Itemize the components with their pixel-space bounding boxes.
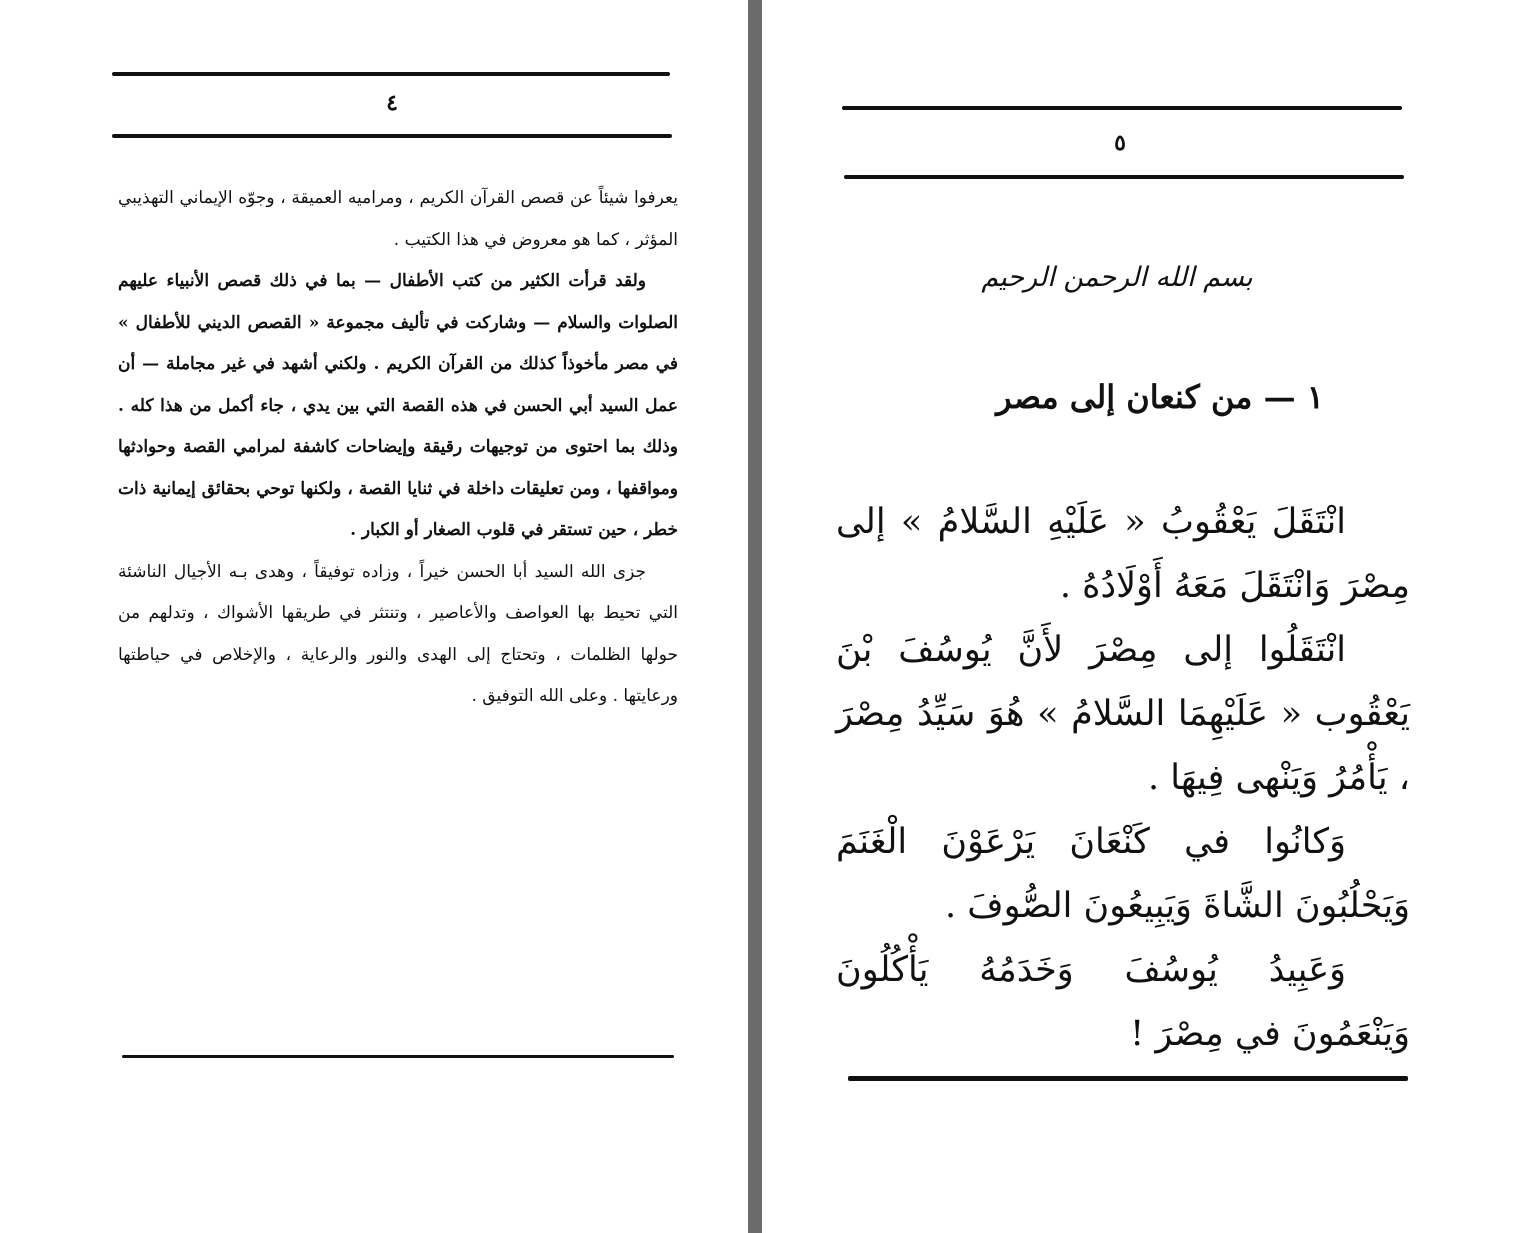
basmala-calligraphy: بسم الله الرحمن الرحيم xyxy=(981,262,1253,293)
left-page xyxy=(0,0,748,1233)
page-number: ٥ xyxy=(1114,130,1126,156)
paragraph: وَكانُوا في كَنْعَانَ يَرْعَوْنَ الْغَنَمَ وَيَحْلُبُونَ الشَّاةَ وَيَبِيعُونَ الصُّوفَ . xyxy=(836,822,1410,926)
footer-rule xyxy=(848,1076,1408,1081)
top-rule xyxy=(842,106,1402,110)
header-rule xyxy=(844,175,1404,179)
paragraph: وَعَبِيدُ يُوسُفَ وَخَدَمُهُ يَأْكُلُونَ وَيَنْعَمُونَ في مِصْرَ ! xyxy=(836,950,1410,1054)
paragraph: جزى الله السيد أبا الحسن خيراً ، وزاده توفيقاً ، وهدى بـه الأجيال الناشئة التي تحيط بها العواصف والأعاصير ، وتنتثر في طريقها الأشواك ، وتدلهم من حولها الظلمات ، وتحتاج إلى الهدى والنور والرعاية ، والإخلاص في حياطتها ورعايتها . وعلى الله التوفيق . xyxy=(118,561,678,706)
body-text xyxy=(118,178,678,718)
paragraph: يعرفوا شيئاً عن قصص القرآن الكريم ، ومراميه العميقة ، وجوّه الإيماني التهذيبي المؤثر ، كما هو معروض في هذا الكتيب . xyxy=(118,188,678,250)
book-gutter xyxy=(748,0,762,1233)
chapter-title: ١ — من كنعان إلى مصر xyxy=(996,378,1324,416)
story-text xyxy=(836,490,1410,1066)
paragraph: ولقد قرأت الكثير من كتب الأطفال — بما في ذلك قصص الأنبياء عليهم الصلوات والسلام — وشاركت في تأليف مجموعة « القصص الديني للأطفال » في مصر مأخوذاً كذلك من القرآن الكريم . ولكني أشهد في غير مجاملة — أن عمل السيد أبي الحسن في هذه القصة التي بين يدي ، جاء أكمل من هذا كله . وذلك بما احتوى من توجيهات رقيقة وإيضاحات كاشفة لمرامي القصة وحوادثها ومواقفها ، ومن تعليقات داخلة في ثنايا القصة ، ولكنها توحي بحقائق إيمانية ذات خطر ، حين تستقر في قلوب الصغار أو الكبار . xyxy=(118,271,678,540)
paragraph: انْتَقَلُوا إلى مِصْرَ لأَنَّ يُوسُفَ بْنَ يَعْقُوب « عَلَيْهِمَا السَّلامُ » هُوَ سَيِّدُ مِصْرَ ، يَأْمُرُ وَيَنْهى فِيهَا . xyxy=(836,630,1410,798)
top-rule xyxy=(112,72,670,76)
page-number: ٤ xyxy=(386,90,398,116)
paragraph: انْتَقَلَ يَعْقُوبُ « عَلَيْهِ السَّلامُ » إلى مِصْرَ وَانْتَقَلَ مَعَهُ أَوْلَادُهُ . xyxy=(836,502,1410,606)
footer-rule xyxy=(122,1055,674,1058)
header-rule xyxy=(112,134,672,138)
